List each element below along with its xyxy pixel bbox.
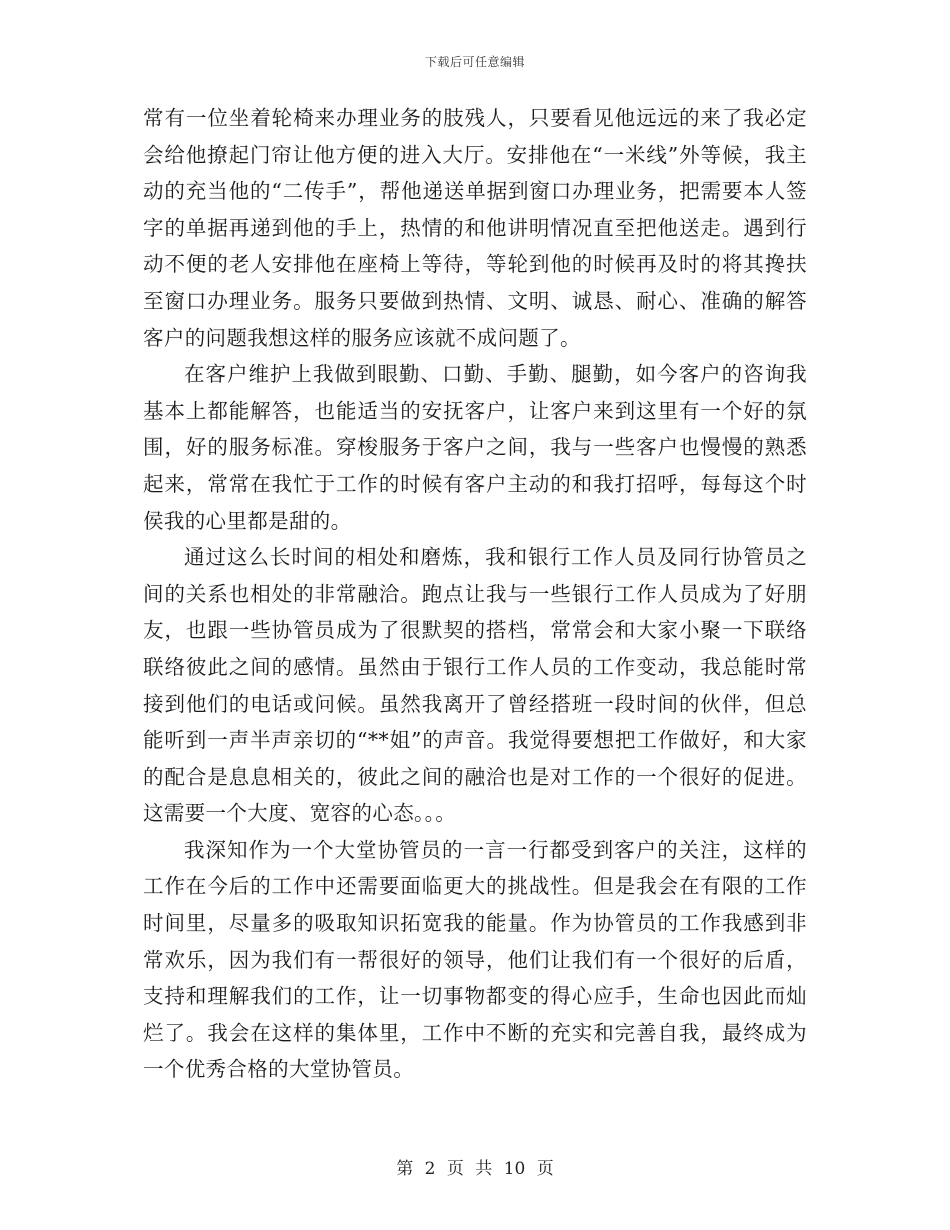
document-body	[143, 100, 807, 1088]
page-header: 下载后可任意编辑	[424, 55, 525, 69]
paragraph-customer-maintenance: 在客户维护上我做到眼勤、口勤、手勤、腿勤，如今客户的咨询我基本上都能解答，也能适当的安抚客户，让客户来到这里有一个好的氛围，好的服务标准。穿梭服务于客户之间，我与一些客户也慢慢的熟悉起来，常常在我忙于工作的时候有客户主动的和我打招呼，每每这个时侯我的心里都是甜的。	[143, 362, 807, 533]
paragraph-colleague-relations: 通过这么长时间的相处和磨炼，我和银行工作人员及同行协管员之间的关系也相处的非常融洽。跑点让我与一些银行工作人员成为了好朋友，也跟一些协管员成为了很默契的搭档，常常会和大家小聚一下联络联络彼此之间的感情。虽然由于银行工作人员的工作变动，我总能时常接到他们的电话或问候。虽然我离开了曾经搭班一段时间的伙伴，但总能听到一声半声亲切的“**姐”的声音。我觉得要想把工作做好，和大家的配合是息息相关的，彼此之间的融洽也是对工作的一个很好的促进。这需要一个大度、宽容的心态。。。	[143, 545, 807, 826]
paragraph-conclusion: 我深知作为一个大堂协管员的一言一行都受到客户的关注，这样的工作在今后的工作中还需要面临更大的挑战性。但是我会在有限的工作时间里，尽量多的吸取知识拓宽我的能量。作为协管员的工作我感到非常欢乐，因为我们有一帮很好的领导，他们让我们有一个很好的后盾，支持和理解我们的工作，让一切事物都变的得心应手，生命也因此而灿烂了。我会在这样的集体里，工作中不断的充实和完善自我，最终成为一个优秀合格的大堂协管员。	[143, 837, 807, 1082]
page-footer: 第 2 页 共 10 页	[396, 1159, 554, 1179]
paragraph-continuation: 常有一位坐着轮椅来办理业务的肢残人，只要看见他远远的来了我必定会给他撩起门帘让他方便的进入大厅。安排他在“一米线”外等候，我主动的充当他的“二传手”，帮他递送单据到窗口办理业务，把需要本人签字的单据再递到他的手上，热情的和他讲明情况直至把他送走。遇到行动不便的老人安排他在座椅上等待，等轮到他的时候再及时的将其搀扶至窗口办理业务。服务只要做到热情、文明、诚恳、耐心、准确的解答客户的问题我想这样的服务应该就不成问题了。	[143, 106, 807, 350]
